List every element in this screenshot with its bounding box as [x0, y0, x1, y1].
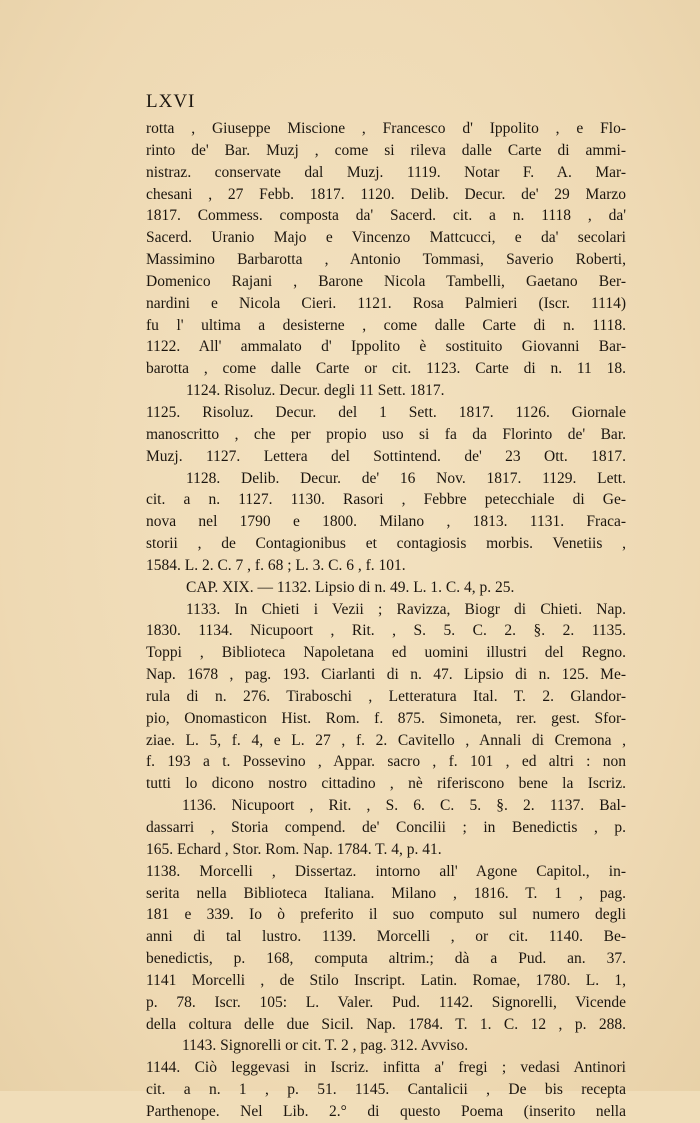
- text-line: 1124. Risoluz. Decur. degli 11 Sett. 1817.: [186, 382, 445, 400]
- text-line: 1133. In Chieti i Vezii ; Ravizza, Biogr di Chieti. Nap.: [186, 600, 626, 618]
- text-line: 165. Echard , Stor. Rom. Nap. 1784. T. 4, p. 41.: [146, 840, 442, 858]
- notes-text-block: [146, 118, 626, 1123]
- text-line: ziae. L. 5, f. 4, e L. 27 , f. 2. Cavitello , Annali di Cremona ,: [146, 731, 626, 749]
- text-line: 1143. Signorelli or cit. T. 2 , pag. 312. Avviso.: [182, 1037, 469, 1055]
- text-line: pio, Onomasticon Hist. Rom. f. 875. Simoneta, rer. gest. Sfor-: [146, 709, 626, 727]
- text-line: dassarri , Storia compend. de' Concilii ; in Benedictis , p.: [146, 819, 626, 836]
- text-line: manoscritto , che per propio uso si fa da Florinto de' Bar.: [146, 425, 626, 443]
- text-line: 1144. Ciò leggevasi in Iscriz. infitta a' fregi ; vedasi Antinori: [146, 1059, 626, 1077]
- text-line: 1138. Morcelli , Dissertaz. intorno all' Agone Capitol., in-: [146, 862, 626, 880]
- text-line: 1830. 1134. Nicupoort , Rit. , S. 5. C. 2. §. 2. 1135.: [146, 622, 626, 640]
- text-line: 1817. Commess. composta da' Sacerd. cit. a n. 1118 , da': [146, 207, 626, 225]
- text-line: cit. a n. 1127. 1130. Rasori , Febbre petecchiale di Ge-: [146, 491, 626, 509]
- text-line: 1128. Delib. Decur. de' 16 Nov. 1817. 1129. Lett.: [186, 469, 626, 487]
- text-line: tutti lo dicono nostro cittadino , nè riferiscono bene la Iscriz.: [146, 775, 626, 793]
- text-line: Nap. 1678 , pag. 193. Ciarlanti di n. 47. Lipsio di n. 125. Me-: [146, 666, 626, 684]
- text-line: Sacerd. Uranio Majo e Vincenzo Mattcucci, e da' secolari: [146, 229, 626, 247]
- text-line: rula di n. 276. Tiraboschi , Letteratura Ital. T. 2. Glandor-: [146, 687, 626, 705]
- text-line: rinto de' Bar. Muzj , come si rileva dalle Carte di ammi-: [146, 141, 626, 159]
- text-line: chesani , 27 Febb. 1817. 1120. Delib. Decur. de' 29 Marzo: [146, 185, 626, 203]
- text-line: 1141 Morcelli , de Stilo Inscript. Latin. Romae, 1780. L. 1,: [146, 971, 626, 989]
- text-line: 1122. All' ammalato d' Ippolito è sostituito Giovanni Bar-: [146, 338, 626, 356]
- text-line: della coltura delle due Sicil. Nap. 1784. T. 1. C. 12 , p. 288.: [146, 1015, 626, 1033]
- text-line: Massimino Barbarotta , Antonio Tommasi, Saverio Roberti,: [146, 251, 626, 269]
- text-line: Parthenope. Nel Lib. 2.° di questo Poema (inserito nella: [146, 1102, 626, 1120]
- text-line: serita nella Biblioteca Italiana. Milano , 1816. T. 1 , pag.: [146, 884, 626, 902]
- text-line: rotta , Giuseppe Miscione , Francesco d' Ippolito , e Flo-: [146, 120, 626, 137]
- text-line: f. 193 a t. Possevino , Appar. sacro , f. 101 , ed altri : non: [146, 753, 626, 771]
- text-line: Toppi , Biblioteca Napoletana ed uomini illustri del Regno.: [146, 644, 626, 662]
- text-line: p. 78. Iscr. 105: L. Valer. Pud. 1142. Signorelli, Vicende: [146, 993, 626, 1011]
- text-line: Domenico Rajani , Barone Nicola Tambelli, Gaetano Ber-: [146, 272, 626, 290]
- text-line: nistraz. conservate dal Muzj. 1119. Notar F. A. Mar-: [146, 163, 626, 181]
- text-line: Muzj. 1127. Lettera del Sottintend. de' 23 Ott. 1817.: [146, 447, 626, 465]
- text-line: barotta , come dalle Carte or cit. 1123. Carte di n. 11 18.: [146, 360, 626, 378]
- text-line: 1136. Nicupoort , Rit. , S. 6. C. 5. §. 2. 1137. Bal-: [182, 797, 626, 815]
- text-line: cit. a n. 1 , p. 51. 1145. Cantalicii , De bis recepta: [146, 1081, 626, 1099]
- page-number: LXVI: [146, 91, 196, 112]
- text-line: nardini e Nicola Cieri. 1121. Rosa Palmieri (Iscr. 1114): [146, 294, 626, 312]
- text-line: nova nel 1790 e 1800. Milano , 1813. 1131. Fraca-: [146, 513, 626, 531]
- text-line: anni di tal lustro. 1139. Morcelli , or cit. 1140. Be-: [146, 928, 626, 946]
- text-line: 1584. L. 2. C. 7 , f. 68 ; L. 3. C. 6 , f. 101.: [146, 556, 406, 574]
- text-line: fu l' ultima a desisterne , come dalle Carte di n. 1118.: [146, 316, 626, 334]
- text-line: 181 e 339. Io ò preferito il suo computo sul numero degli: [146, 906, 626, 924]
- text-line: 1125. Risoluz. Decur. del 1 Sett. 1817. 1126. Giornale: [146, 403, 626, 421]
- text-line: CAP. XIX. — 1132. Lipsio di n. 49. L. 1. C. 4, p. 25.: [186, 578, 515, 596]
- text-line: storii , de Contagionibus et contagiosis morbis. Venetiis ,: [146, 535, 626, 553]
- text-line: benedictis, p. 168, computa altrim.; dà a Pud. an. 37.: [146, 950, 626, 968]
